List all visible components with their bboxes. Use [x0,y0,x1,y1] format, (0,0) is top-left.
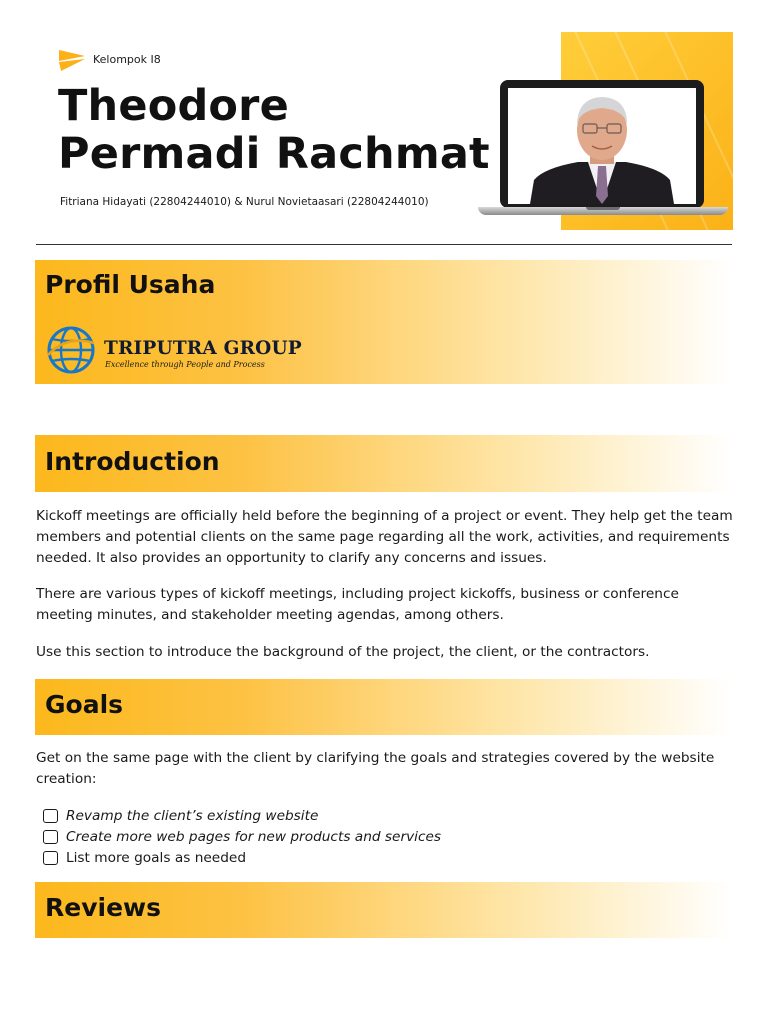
reviews-section-bar [35,882,732,938]
introduction-paragraph-3: Use this section to introduce the background of the project, the client, or the contractors. [36,644,650,660]
goals-intro: Get on the same page with the client by clarifying the goals and strategies covered by the website creation: [36,750,715,787]
portrait-photo [508,88,696,204]
goal-item [43,827,441,847]
title-line-1: Theodore [58,81,289,131]
introduction-paragraph-1: Kickoff meetings are officially held before the beginning of a project or event. They help get the team members and potential clients on the same page regarding all the work, activities, and requirements needed. It also provides an opportunity to clarify any concerns and issues. [36,508,733,566]
goal-checkbox[interactable] [43,809,58,823]
goal-label: List more goals as needed [66,850,247,866]
page-title [58,82,490,178]
header-divider [36,244,732,245]
title-line-2: Permadi Rachmat [58,129,490,179]
goal-item [43,848,246,868]
reviews-heading: Reviews [45,893,162,922]
goal-label: Revamp the client’s existing website [66,808,319,824]
company-tagline: Excellence through People and Process [105,360,265,369]
globe-icon [46,325,96,375]
profil-heading: Profil Usaha [45,270,216,299]
goal-item [43,806,318,826]
introduction-section-bar [35,435,732,492]
introduction-heading: Introduction [45,447,220,476]
introduction-paragraph-2: There are various types of kickoff meetings, including project kickoffs, business or conference meeting minutes, and stakeholder meeting agendas, among others. [36,586,679,623]
goals-heading: Goals [45,690,124,719]
goal-checkbox[interactable] [43,830,58,844]
authors-line: Fitriana Hidayati (22804244010) & Nurul Novietaasari (22804244010) [60,196,429,208]
goals-section-bar [35,679,732,735]
company-name: TRIPUTRA GROUP [104,338,302,359]
goal-label: Create more web pages for new products and services [66,829,442,845]
laptop-frame [478,80,728,218]
profil-section-bar [35,260,732,384]
goal-checkbox[interactable] [43,851,58,865]
group-label: Kelompok I8 [93,53,161,66]
brand-logo-icon [59,48,87,72]
